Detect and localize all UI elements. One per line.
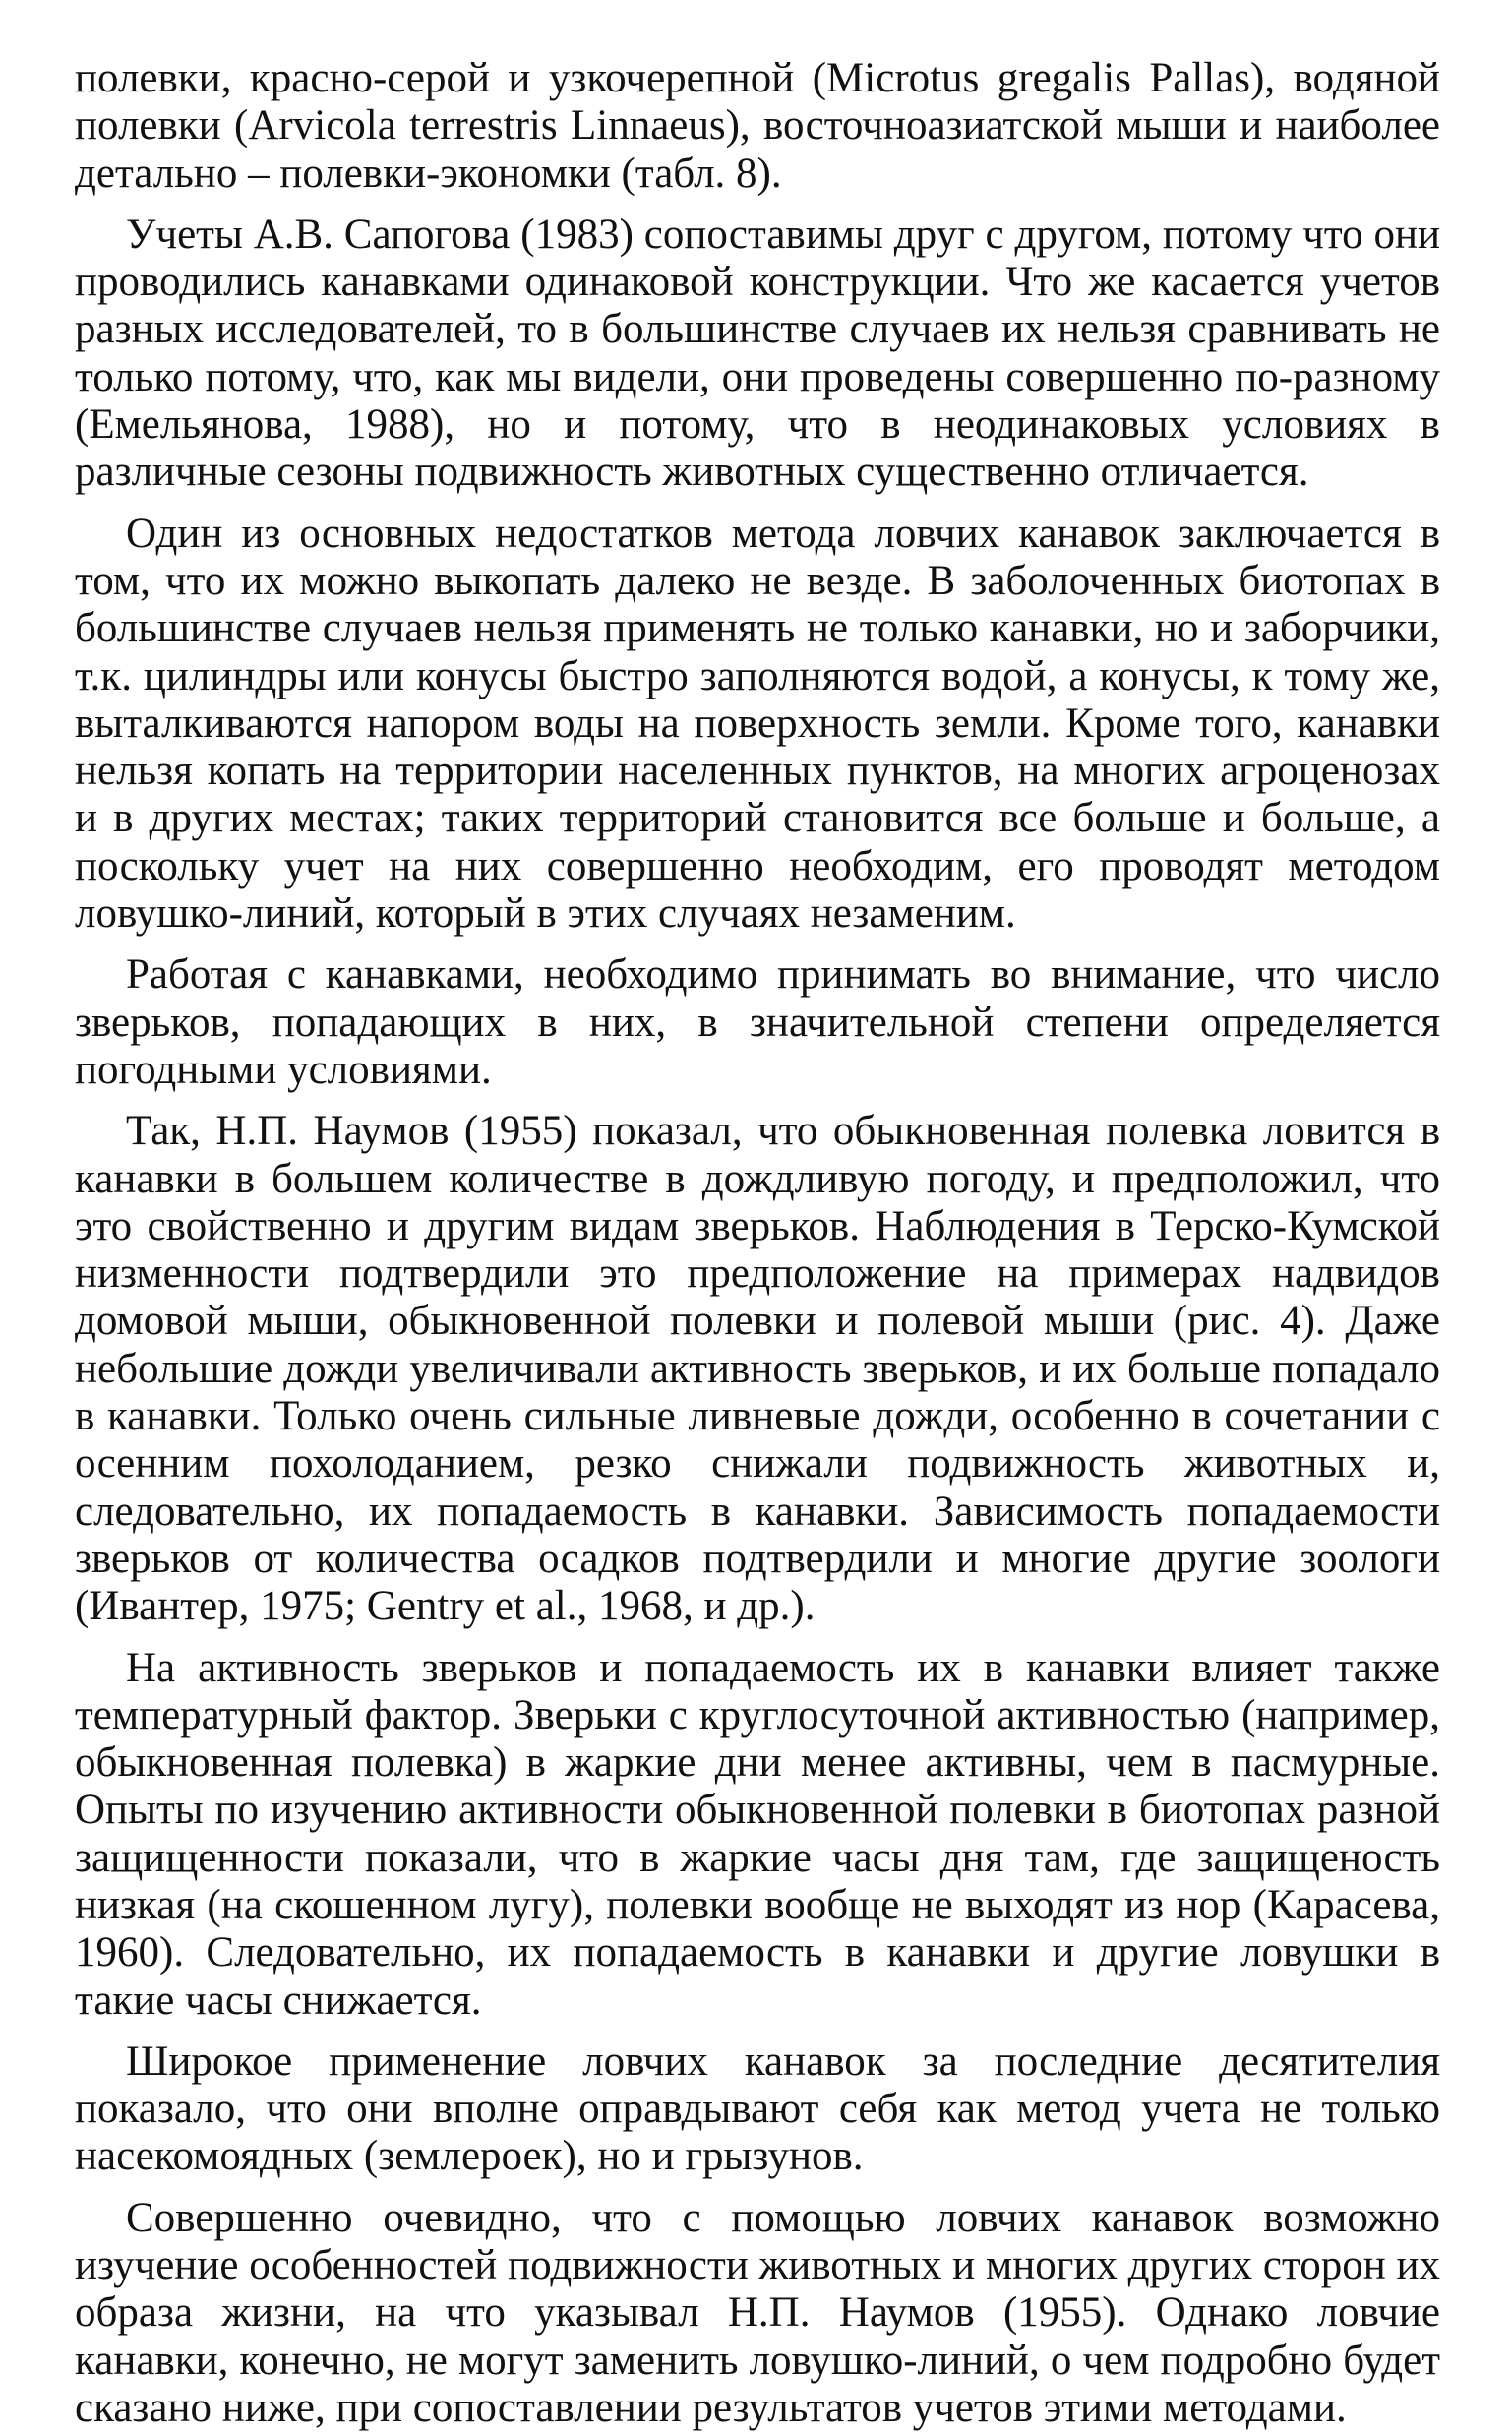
- paragraph-3: Один из основных недостатков метода ловчих канавок заключается в том, что их можно выкопать далеко не везде. В заболоченных биотопах в большинстве случаев нельзя применять не только канавки, но и заборчики, т.к. цилиндры или конусы быстро заполняются водой, а конусы, к тому же, выталкиваются напором воды на поверхность земли. Кроме того, канавки нельзя копать на территории населенных пунктов, на многих агроценозах и в других местах; таких территорий становится все больше и больше, а поскольку учет на них совершенно необходим, его проводят методом ловушко-линий, который в этих случаях незаменим.: [75, 510, 1440, 938]
- paragraph-6: На активность зверьков и попадаемость их в канавки влияет также температурный фактор. Зверьки с круглосуточной активностью (например, обыкновенная полевка) в жаркие дни менее активны, чем в пасмурные. Опыты по изучению активности обыкновенной полевки в биотопах разной защищенности показали, что в жаркие часы дня там, где защищеность низкая (на скошенном лугу), полевки вообще не выходят из нор (Карасева, 1960). Следовательно, их попадаемость в канавки и другие ловушки в такие часы снижается.: [75, 1644, 1440, 2024]
- paragraph-1: полевки, красно-серой и узкочерепной (Microtus gregalis Pallas), водяной полевки (Arvicola terrestris Linnaeus), восточноазиатской мыши и наиболее детально – полевки-экономки (табл. 8).: [75, 55, 1440, 197]
- paragraph-7: Широкое применение ловчих канавок за последние десятителия показало, что они вполне оправдывают себя как метод учета не только насекомоядных (землероек), но и грызунов.: [75, 2037, 1440, 2180]
- paragraph-2: Учеты А.В. Сапогова (1983) сопоставимы друг с другом, потому что они проводились канавками одинаковой конструкции. Что же касается учетов разных исследователей, то в большинстве случаев их нельзя сравнивать не только потому, что, как мы видели, они проведены совершенно по-разному (Емельянова, 1988), но и потому, что в неодинаковых условиях в различные сезоны подвижность животных существенно отличается.: [75, 211, 1440, 496]
- document-page: [75, 55, 1440, 2431]
- paragraph-4: Работая с канавками, необходимо принимать во внимание, что число зверьков, попадающих в них, в значительной степени определяется погодными условиями.: [75, 951, 1440, 1093]
- paragraph-5: Так, Н.П. Наумов (1955) показал, что обыкновенная полевка ловится в канавки в большем количестве в дождливую погоду, и предположил, что это свойственно и другим видам зверьков. Наблюдения в Терско-Кумской низменности подтвердили это предположение на примерах надвидов домовой мыши, обыкновенной полевки и полевой мыши (рис. 4). Даже небольшие дожди увеличивали активность зверьков, и их больше попадало в канавки. Только очень сильные ливневые дожди, особенно в сочетании с осенним похолоданием, резко снижали подвижность животных и, следовательно, их попадаемость в канавки. Зависимость попадаемости зверьков от количества осадков подтвердили и многие другие зоологи (Ивантер, 1975; Gentry et al., 1968, и др.).: [75, 1108, 1440, 1630]
- paragraph-8: Совершенно очевидно, что с помощью ловчих канавок возможно изучение особенностей подвижности животных и многих других сторон их образа жизни, на что указывал Н.П. Наумов (1955). Однако ловчие канавки, конечно, не могут заменить ловушко-линий, о чем подробно будет сказано ниже, при сопоставлении результатов учетов этими методами.: [75, 2194, 1440, 2431]
